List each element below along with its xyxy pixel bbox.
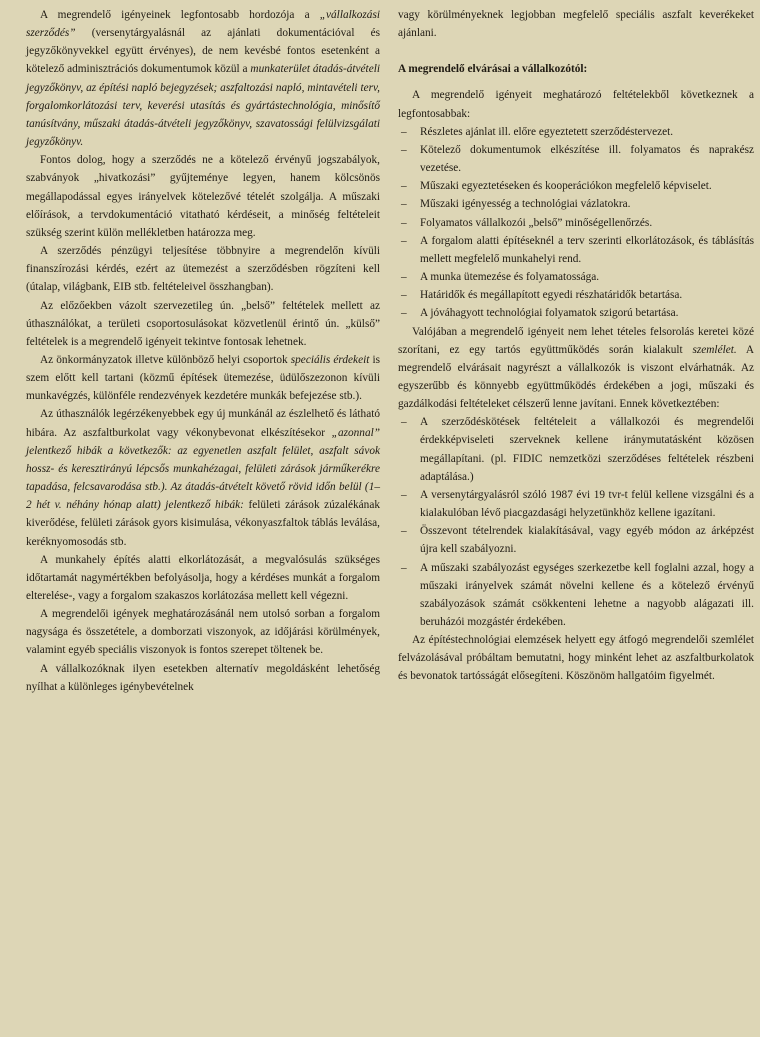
list-item: – Kötelező dokumentumok elkészítése ill. folyamatos és naprakész vezetése. bbox=[398, 141, 754, 177]
text-run: Az úthasználók legérzékenyebbek egy új munkánál az észlelhető és látható hibára. Az aszfaltburkolat vagy vékonybevonat elkészítésekor bbox=[26, 408, 380, 439]
list-item: – Műszaki egyeztetéseken és kooperációkon megfelelő képviselet. bbox=[398, 177, 754, 195]
text-run: felületi zárások zúzalékának kiverődése, felületi zárások gyors kisimulása, vékonyaszfaltok táblás leválása, keréknyomosodás stb. bbox=[26, 499, 380, 548]
list-item: – Folyamatos vállalkozói „belső” minőségellenőrzés. bbox=[398, 214, 754, 232]
text-run: A megrendelő elvárásait nagyrészt a vállalkozók is viszont elvárhatnák. Az egyszerűbb és könnyebb együttműködés érdekében a jogi, műszaki és gazdálkodási feltételeket célszerű lenne javítani. Ennek következtében: bbox=[398, 343, 755, 411]
list-item: – Összevont tételrendek kialakításával, vagy egyéb módon az árképzést újra kell szabályozni. bbox=[398, 522, 754, 558]
paragraph-work-zone: A munkahely építés alatti elkorlátozását, a megvalósulás szükséges időtartamát nagymértékben befolyásolja, hogy a kérdéses munkát a forgalom elterelése-, vagy a forgalom szakaszos korlátozása mellett kell végezni. bbox=[26, 553, 380, 602]
emphasis-text: „azonnal” jelentkező hibák a következők: az egyenetlen aszfalt felület, aszfalt sávok hossz- és keresztirányú lépcsős munkahézagai, felületi zárások járműkerékre tapadása, felcsavarodása stb.). Az átadás-átvételt követő rövid időn belül (1–2 hét v. néhány hónap alatt) jelentkező hibák: bbox=[26, 426, 381, 512]
list-item: – A műszaki szabályozást egységes szerkezetbe kell foglalni azzal, hogy a műszaki irányelvek számát növelni kellene és a kötelező érvényű szabályozások számát csökkenteni lehetne a nagyobb alágazati ill. beruházói mozgástér érdekében. bbox=[398, 559, 754, 632]
proposals-list bbox=[398, 413, 754, 631]
list-item: – A munka ütemezése és folyamatossága. bbox=[398, 268, 754, 286]
list-item: – A forgalom alatti építéseknél a terv szerinti elkorlátozások, és táblásítás mellett megfelelő munkahelyi rend. bbox=[398, 232, 754, 268]
text-run: A megrendelő igényeinek legfontosabb hordozója a bbox=[40, 9, 310, 21]
paragraph-financing: A szerződés pénzügyi teljesítése többnyire a megrendelőn kívüli finanszírozási kérdés, ezért az ütemezést a szerződésben rögzíteni kell (útalap, világbank, EIB stb. feltételeivel összhangban). bbox=[26, 245, 380, 294]
expectations-list bbox=[398, 123, 754, 323]
list-item: – Műszaki igényesség a technológiai vázlatokra. bbox=[398, 195, 754, 213]
paragraph-traffic-factors: A megrendelői igények meghatározásánál nem utolsó sorban a forgalom nagysága és összetétele, a domborzati viszonyok, az időjárási körülmények, valamint egyéb speciális viszonyok is fontos szerepet töltenek be. bbox=[26, 608, 380, 657]
text-run: Valójában a megrendelő igényeit nem lehet tételes felsorolás keretei közé szorítani, ez egy tartós együttműködés során kialakult bbox=[398, 325, 754, 356]
text-run: (versenytárgyalásnál az ajánlati dokumentációval és jegyzőkönyvekkel együtt érvényes), de nem kevésbé fontos esetenként a kötelező adminisztrációs dokumentumok közül a bbox=[26, 27, 381, 76]
paragraph-alternatives: A vállalkozóknak ilyen esetekben alternatív megoldásként lehetőség nyílhat a különleges igénybevételnek bbox=[26, 662, 380, 693]
paragraph-road-users bbox=[26, 405, 380, 550]
text-run: is szem előtt kell tartani (közmű építések ütemezése, üdülőszezonon kívüli munkavégzés, különféle rendezvények kezdetére munkák befejezése stb.). bbox=[26, 353, 381, 403]
left-column bbox=[26, 6, 380, 696]
text-run: Az önkormányzatok illetve különböző helyi csoportok bbox=[40, 353, 288, 366]
list-item: – A versenytárgyalásról szóló 1987 évi 19 tvr-t felül kellene vizsgálni és a kialakulóban lévő piacgazdasági helyzetünkhöz kellene igazítani. bbox=[398, 486, 754, 522]
emphasis-text: speciális érdekeit bbox=[290, 353, 370, 366]
paragraph-intro: A megrendelő igényeit meghatározó feltételekből következnek a legfontosabbak: bbox=[398, 89, 754, 120]
emphasis-text: szemlélet. bbox=[692, 343, 737, 356]
paragraph-cooperation bbox=[398, 323, 754, 414]
list-item: – A szerződéskötések feltételeit a vállalkozói és megrendelői érdekképviseleti szerveknek kellene iránymutatásként közösen megállapítani. (pl. FIDIC nemzetközi szerződéses feltételek részbeni adaptálása.) bbox=[398, 413, 754, 486]
list-item: – A jóváhagyott technológiai folyamatok szigorú betartása. bbox=[398, 304, 754, 322]
paragraph-local-interests bbox=[26, 351, 380, 405]
paragraph-regulations: Fontos dolog, hogy a szerződés ne a kötelező érvényű jogszabályok, szabványok „hivatkozási” gyűjteménye legyen, hanem kölcsönös megállapodással egyes irányelvek kötelezővé tételét szolgálja. A műszaki előírások, a tervdokumentáció vitatható kérdéseit, a minőség feltételeit szükség szerint külön mellékletben határozza meg. bbox=[26, 154, 380, 239]
section-heading: A megrendelő elvárásai a vállalkozótól: bbox=[398, 63, 588, 76]
emphasis-text: munkaterület átadás-átvételi jegyzőkönyv, az építési napló bejegyzések; aszfaltozási napló, mintavételi terv, forgalomkorlátozási terv, keverési utasítás és gyártástechnológia, minősítő tanúsítvány, műszaki átadás-átvételi jegyzőkönyv, szavatossági felülvizsgálati jegyzőkönyv. bbox=[26, 63, 380, 149]
paragraph-external-conditions: Az előzőekben vázolt szervezetileg ún. „belső” feltételek mellett az úthasználókat, a területi csoportosulásokat közvetlenül érintő ún. „külső” feltételek is a megrendelő igényeit tekintve fontosak lehetnek. bbox=[26, 299, 380, 348]
emphasis-text: „vállalkozási szerződés” bbox=[26, 9, 380, 40]
paragraph-contract bbox=[26, 6, 380, 151]
list-item: – Részletes ajánlat ill. előre egyeztetett szerződéstervezet. bbox=[398, 123, 754, 141]
list-item: – Határidők és megállapított egyedi részhatáridők betartása. bbox=[398, 286, 754, 304]
right-column bbox=[398, 6, 754, 686]
paragraph-continuation: vagy körülményeknek legjobban megfelelő speciális aszfalt keverékeket ajánlani. bbox=[398, 9, 754, 40]
paragraph-closing: Az építéstechnológiai elemzések helyett egy átfogó megrendelői szemlélet felvázolásával próbáltam bemutatni, hogy minként lehet az aszfaltburkolatok és bevonatok tartósságát elősegíteni. Köszönöm hallgatóim figyelmét. bbox=[398, 634, 754, 683]
